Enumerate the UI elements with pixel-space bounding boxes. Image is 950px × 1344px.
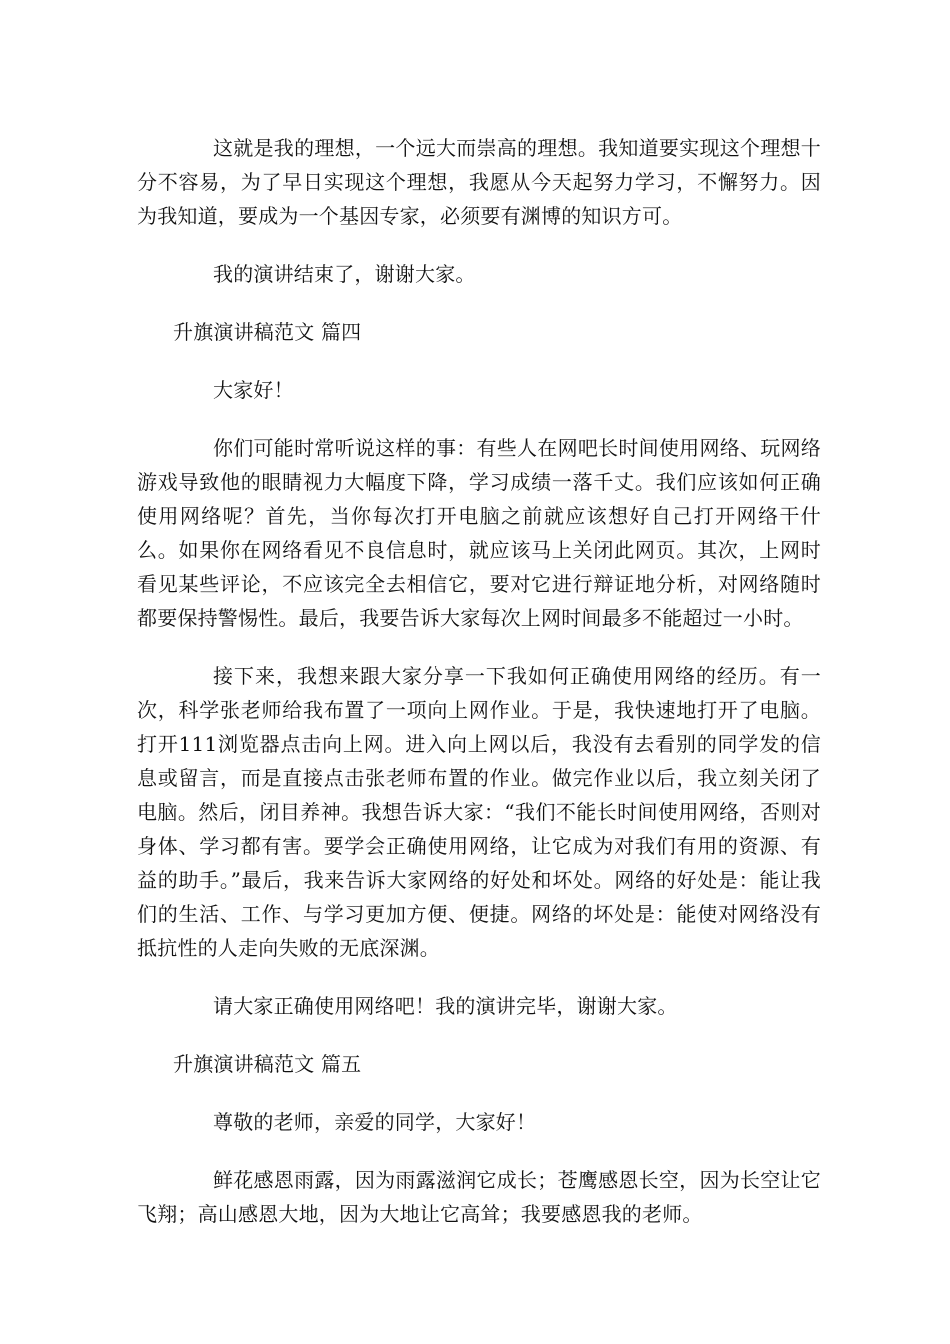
paragraph-ideal: 这就是我的理想，一个远大而崇高的理想。我知道要实现这个理想十分不容易，为了早日实现这个理想，我愿从今天起努力学习，不懈努力。因为我知道，要成为一个基因专家，必须要有渊博的知识方可。 [137,136,821,228]
paragraph-greeting-1: 大家好！ [213,378,294,402]
paragraph-closing-2: 请大家正确使用网络吧！我的演讲完毕，谢谢大家。 [213,994,678,1018]
paragraph-greeting-2: 尊敬的老师，亲爱的同学，大家好！ [213,1110,537,1134]
paragraph-gratitude: 鲜花感恩雨露，因为雨露滋润它成长；苍鹰感恩长空，因为长空让它飞翔；高山感恩大地，因为大地让它高耸；我要感恩我的老师。 [137,1168,821,1226]
section-heading-5: 升旗演讲稿范文 篇五 [173,1052,362,1076]
paragraph-experience: 接下来，我想来跟大家分享一下我如何正确使用网络的经历。有一次，科学张老师给我布置了一项向上网作业。于是，我快速地打开了电脑。打开111浏览器点击向上网。进入向上网以后，我没有去看别的同学发的信息或留言，而是直接点击张老师布置的作业。做完作业以后，我立刻关闭了电脑。然后，闭目养神。我想告诉大家：“我们不能长时间使用网络，否则对身体、学习都有害。要学会正确使用网络，让它成为对我们有用的资源、有益的助手。”最后，我来告诉大家网络的好处和坏处。网络的好处是：能让我们的生活、工作、与学习更加方便、便捷。网络的坏处是：能使对网络没有抵抗性的人走向失败的无底深渊。 [137,664,821,960]
paragraph-closing-1: 我的演讲结束了，谢谢大家。 [213,262,476,286]
section-heading-4: 升旗演讲稿范文 篇四 [173,320,362,344]
document-body [137,131,821,1231]
paragraph-network-usage: 你们可能时常听说这样的事：有些人在网吧长时间使用网络、玩网络游戏导致他的眼睛视力大幅度下降，学习成绩一落千丈。我们应该如何正确使用网络呢？首先，当你每次打开电脑之前就应该想好自己打开网络干什么。如果你在网络看见不良信息时，就应该马上关闭此网页。其次，上网时看见某些评论，不应该完全去相信它，要对它进行辩证地分析，对网络随时都要保持警惕性。最后，我要告诉大家每次上网时间最多不能超过一小时。 [137,436,821,630]
